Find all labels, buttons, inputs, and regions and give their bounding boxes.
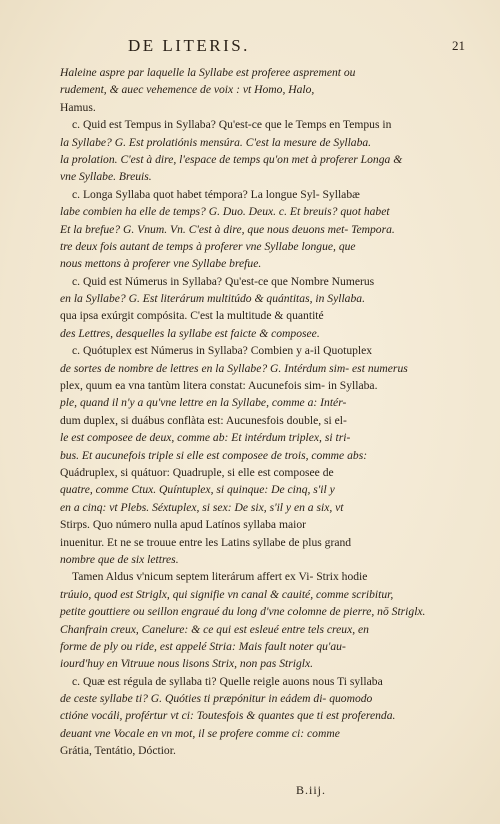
text-line: dum duplex, si duábus conflàta est: Aucunesfois double, si el- bbox=[60, 413, 347, 427]
text-line: rudement, & auec vehemence de voix : vt Homo, Halo, bbox=[60, 83, 315, 97]
text-line: ctióne vocáli, profértur vt ci: Toutesfois & quantes que ti est proferenda. bbox=[60, 709, 396, 723]
text-line: Stirps. Quo número nulla apud Latínos syllaba maior bbox=[60, 518, 307, 532]
text-line: Quádruplex, si quátuor: Quadruple, si elle est composee de bbox=[60, 465, 334, 479]
text-line: en a cinq: vt Plebs. Séxtuplex, si sex: De six, s'il y en a six, vt bbox=[60, 500, 344, 514]
text-block bbox=[60, 64, 446, 760]
text-line: c. Quæ est régula de syllaba ti? Quelle reigle auons nous Ti syllaba bbox=[72, 674, 383, 688]
text-line: iourd'huy en Vitruue nous lisons Strix, non pas Striglx. bbox=[60, 657, 314, 671]
text-line: labe combien ha elle de temps? G. Duo. Deux. c. Et breuis? quot habet bbox=[60, 205, 390, 219]
text-line: de ceste syllabe ti? G. Quóties ti præpónitur in eádem di- quomodo bbox=[60, 692, 373, 706]
text-line: quatre, comme Ctux. Quíntuplex, si quinque: De cinq, s'il y bbox=[60, 483, 335, 497]
text-line: Hamus. bbox=[60, 100, 96, 114]
page-number: 21 bbox=[452, 38, 465, 53]
text-line: nous mettons à proferer vne Syllabe brefue. bbox=[60, 257, 262, 271]
text-line: vne Syllabe. Breuis. bbox=[60, 170, 152, 184]
text-line: c. Longa Syllaba quot habet témpora? La longue Syl- Syllabæ bbox=[72, 187, 360, 201]
running-title: DE LITERIS. bbox=[128, 36, 250, 55]
text-line: des Lettres, desquelles la syllabe est faicte & composee. bbox=[60, 326, 320, 340]
text-line: en la Syllabe? G. Est literárum multitúdo & quántitas, in Syllaba. bbox=[60, 292, 365, 306]
text-line: Chanfrain creux, Canelure: & ce qui est esleué entre tels creux, en bbox=[60, 622, 369, 636]
page-header bbox=[0, 36, 500, 58]
text-line: deuant vne Vocale en vn mot, il se profere comme ci: comme bbox=[60, 726, 340, 740]
text-line: forme de ply ou ride, est appelé Stria: Mais fault noter qu'au- bbox=[60, 639, 346, 653]
text-line: de sortes de nombre de lettres en la Syllabe? G. Intérdum sim- est numerus bbox=[60, 361, 408, 375]
text-line: plex, quum ea vna tantùm litera constat: Aucunefois sim- in Syllaba. bbox=[60, 379, 378, 393]
text-line: ple, quand il n'y a qu'vne lettre en la Syllabe, comme a: Intér- bbox=[60, 396, 347, 410]
text-line: la prolation. C'est à dire, l'espace de temps qu'on met à proferer Longa & bbox=[60, 152, 403, 166]
text-line: la Syllabe? G. Est prolatiónis mensúra. C'est la mesure de Syllaba. bbox=[60, 135, 372, 149]
text-line: c. Quótuplex est Númerus in Syllaba? Combien y a-il Quotuplex bbox=[72, 344, 373, 358]
text-line: c. Quid est Tempus in Syllaba? Qu'est-ce que le Temps en Tempus in bbox=[72, 118, 392, 132]
text-line: Haleine aspre par laquelle la Syllabe est proferee asprement ou bbox=[60, 66, 356, 79]
text-line: trúuio, quod est Striglx, qui signifie vn canal & cauité, comme scribitur, bbox=[60, 587, 394, 601]
signature-mark: B.iij. bbox=[296, 783, 327, 797]
text-line: bus. Et aucunefois triple si elle est composee de trois, comme abs: bbox=[60, 448, 368, 462]
text-line: Tamen Aldus v'nicum septem literárum affert ex Vi- Strix hodie bbox=[72, 570, 368, 584]
text-line: nombre que de six lettres. bbox=[60, 552, 179, 566]
text-line: le est composee de deux, comme ab: Et intérdum triplex, si tri- bbox=[60, 431, 351, 445]
text-line: tre deux fois autant de temps à proferer vne Syllabe longue, que bbox=[60, 239, 356, 253]
text-line: c. Quid est Númerus in Syllaba? Qu'est-ce que Nombre Numerus bbox=[72, 274, 375, 288]
text-line: qua ipsa exúrgit compósita. C'est la multitude & quantité bbox=[60, 309, 324, 323]
text-line: inuenitur. Et ne se trouue entre les Latins syllabe de plus grand bbox=[60, 535, 352, 549]
text-line: petite gouttiere ou seillon engraué du long d'vne colomne de pierre, nō Striglx. bbox=[60, 605, 426, 619]
text-line: Grátia, Tentátio, Dóctior. bbox=[60, 744, 176, 758]
text-line: Et la brefue? G. Vnum. Vn. C'est à dire, que nous deuons met- Tempora. bbox=[60, 222, 395, 236]
